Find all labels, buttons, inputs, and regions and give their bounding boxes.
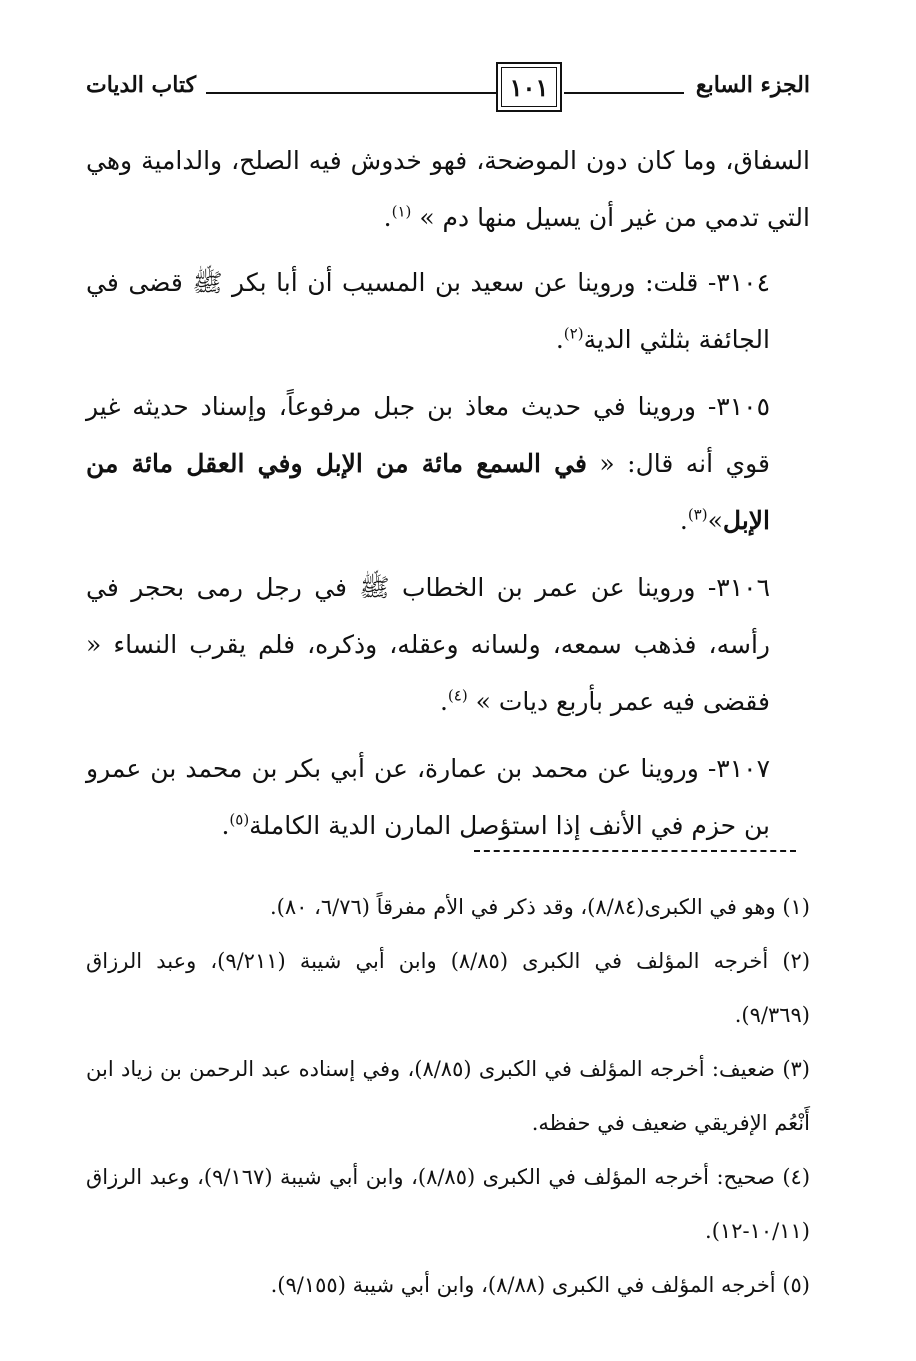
footnote-ref-5: (٥): [229, 810, 250, 829]
footnote-ref-2: (٢): [563, 324, 584, 343]
paragraph-3107-tail: .: [221, 811, 230, 840]
footnote-ref-4: (٤): [447, 686, 468, 705]
footnote-2: (٢) أخرجه المؤلف في الكبرى (٨/٨٥) وابن أبي شيبة (٩/٢١١)، وعبد الرزاق (٩/٣٦٩).: [86, 949, 811, 1027]
paragraph-3105-tail: .: [679, 506, 688, 535]
page-header: [86, 62, 810, 118]
paragraph-3106-text: ٣١٠٦- وروينا عن عمر بن الخطاب ﷺ في رجل رمى بحجر في رأسه، فذهب سمعه، ولسانه وعقله، وذكره، فلم يقرب النساء « فقضى فيه عمر بأربع ديات »: [86, 573, 770, 716]
footnote-ref-1: (١): [391, 202, 412, 221]
paragraph-1-tail: .: [383, 203, 392, 232]
paragraph-3104-tail: .: [555, 325, 564, 354]
paragraph-3105: [86, 378, 810, 549]
footnote-4: (٤) صحيح: أخرجه المؤلف في الكبرى (٨/٨٥)، وابن أبي شيبة (٩/١٦٧)، وعبد الرزاق (١٠/١١-١٢).: [86, 1165, 811, 1243]
part-title: الجزء السابع: [695, 72, 810, 98]
paragraph-1-text: السفاق، وما كان دون الموضحة، فهو خدوش فيه الصلح، والدامية وهي التي تدمي من غير أن يسيل منها دم »: [86, 146, 810, 232]
paragraph-3104-text: ٣١٠٤- قلت: وروينا عن سعيد بن المسيب أن أبا بكر ﷺ قضى في الجائفة بثلثي الدية: [86, 268, 770, 354]
page-number-box: [496, 62, 562, 112]
footnote-1: (١) وهو في الكبرى(٨/٨٤)، وقد ذكر في الأم مفرقاً (٦/٧٦، ٨٠).: [269, 895, 810, 919]
paragraph-3107: [86, 740, 810, 854]
footnote-3: (٣) ضعيف: أخرجه المؤلف في الكبرى (٨/٨٥)، وفي إسناده عبد الرحمن بن زياد ابن أَنْعُم الإفريقي ضعيف في حفظه.: [86, 1057, 810, 1135]
book-title: كتاب الديات: [86, 72, 197, 98]
main-text: [86, 132, 810, 864]
paragraph-3107-text: ٣١٠٧- وروينا عن محمد بن عمارة، عن أبي بكر بن محمد بن عمرو بن حزم في الأنف إذا استؤصل المارن الدية الكاملة: [86, 754, 770, 840]
footnote-separator: [474, 850, 796, 852]
footnote-5: (٥) أخرجه المؤلف في الكبرى (٨/٨٨)، وابن أبي شيبة (٩/١٥٥).: [270, 1273, 810, 1297]
hadith-quote: في السمع مائة من الإبل وفي العقل مائة من الإبل: [86, 449, 770, 535]
quote-close: »: [707, 506, 723, 535]
footnotes: [86, 880, 810, 1312]
footnote-ref-3: (٣): [687, 505, 708, 524]
paragraph-1: [86, 132, 810, 246]
paragraph-3106-tail: .: [439, 687, 448, 716]
paragraph-3105-text: ٣١٠٥- وروينا في حديث معاذ بن جبل مرفوعاً، وإسناد حديثه غير قوي أنه قال: «: [86, 392, 770, 478]
paragraph-3106: [86, 559, 810, 730]
header-rule-left: [206, 92, 496, 94]
paragraph-3104: [86, 254, 810, 368]
header-rule-right: [564, 92, 684, 94]
page-number: ١٠١: [501, 67, 557, 107]
